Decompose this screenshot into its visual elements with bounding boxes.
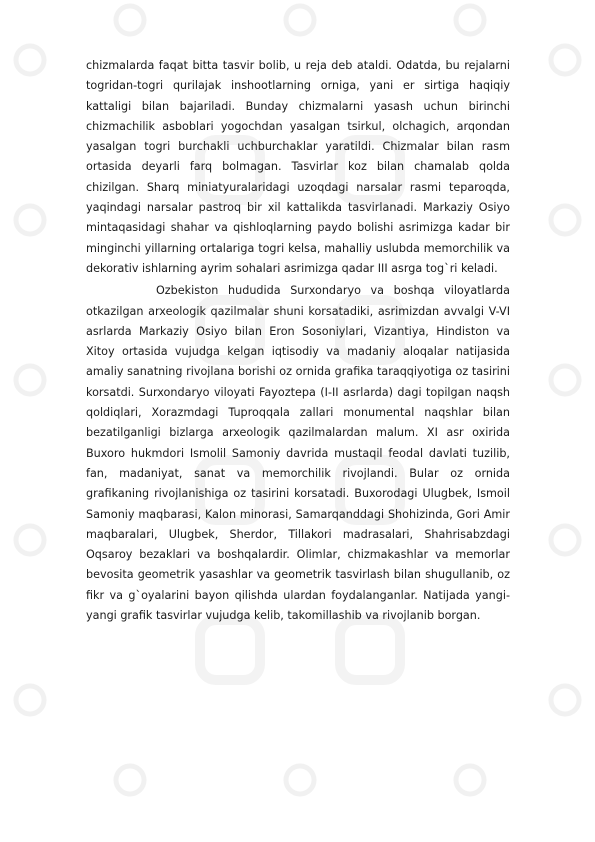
paragraph-1: chizmalarda faqat bitta tasvir bolib, u reja deb ataldi. Odatda, bu rejalarni togridan-togri qurilajak inshootlarning orniga, yani er sirtiga haqiqiy kattaligi bilan bajariladi. Bunday chizmalarni yasash uchun birinchi chizmachilik asboblari yogochdan yasalgan tsirkul, olchagich, arqondan yasalgan togri burchakli uchburchaklar yaratildi. Chizmalar bilan rasm ortasida deyarli farq bolmagan. Tasvirlar koz bilan chamalab qolda chizilgan. Sharq miniatyuralaridagi uzoqdagi narsalar rasmi teparoqda, yaqindagi narsalar pastroq bir xil kattalikda tasvirlanadi. Markaziy Osiyo mintaqasidagi shahar va qishloqlarning paydo bolishi asrimizga kadar bir minginchi yillarning ortalariga togri kelsa, mahalliy uslubda memorchilik va dekorativ ishlarning ayrim sohalari asrimizga qadar III asrga tog`ri keladi. [86,59,510,275]
body-text [86,56,510,626]
paragraph-2: Ozbekiston hududida Surxondaryo va boshqa viloyatlarda otkazilgan arxeologik qazilmalar shuni korsatadiki, asrimizdan avvalgi V-VI asrlarda Markaziy Osiyo bilan Eron Sosoniylari, Vizantiya, Hindiston va Xitoy ortasida vujudga kelgan iqtisodiy va madaniy aloqalar natijasida amaliy sanatning rivojlana borishi oz ornida grafika taraqqiyotiga oz tasirini korsatdi. Surxondaryo viloyati Fayoztepa (I-II asrlarda) dagi topilgan naqsh qoldiqlari, Xorazmdagi Tuproqqala zallari monumental naqshlar bilan bezatilganligi bizlarga arxeologik qazilmalardan malum. XI asr oxirida Buxoro hukmdori Ismolil Samoniy davrida mustaqil feodal davlati tuzilib, fan, madaniyat, sanat va memorchilik rivojlandi. Bular oz ornida grafikaning rivojlanishiga oz tasirini korsatadi. Buxorodagi Ulugbek, Ismoil Samoniy maqbarasi, Kalon minorasi, Samarqanddagi Shohizinda, Gori Amir maqbaralari, Ulugbek, Sherdor, Tillakori madrasalari, Shahrisabzdagi Oqsaroy bezaklari va boshqalardir. Olimlar, chizmakashlar va memorlar bevosita geometrik yasashlar va geometrik tasvirlash bilan shugullanib, oz fikr va g`oyalarini bayon qilishda ulardan foydalanganlar. Natijada yangi-yangi grafik tasvirlar vujudga kelib, takomillashib va rivojlanib borgan. [86,284,510,623]
